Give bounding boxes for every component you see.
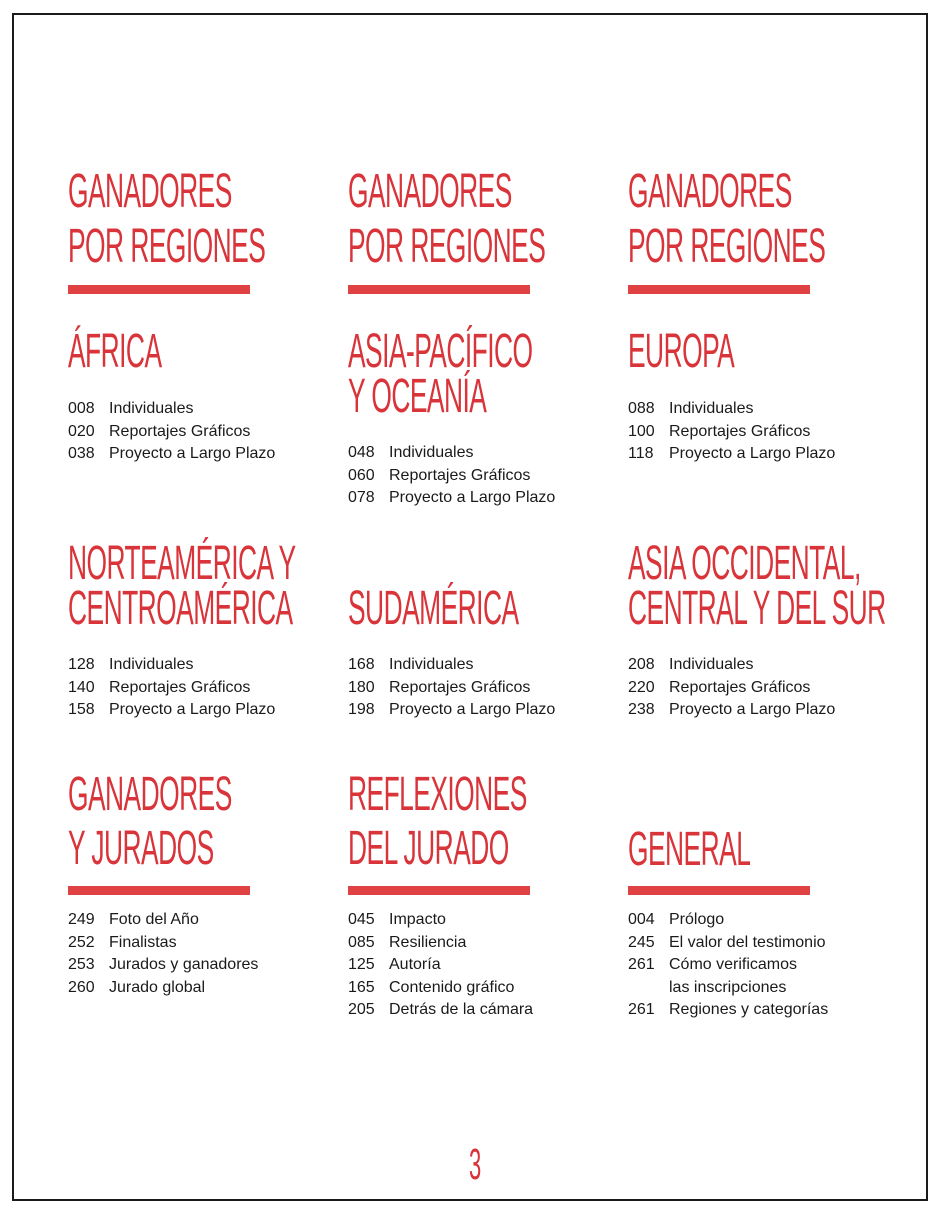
entry-label: Reportajes Gráficos	[389, 466, 531, 484]
header-line: POR REGIONES	[628, 220, 826, 273]
section-rule	[68, 886, 250, 895]
list-item[interactable]	[348, 909, 533, 932]
entry-list	[628, 654, 835, 722]
entry-list	[348, 909, 533, 1022]
entry-page: 088	[628, 400, 655, 417]
entry-label: Proyecto a Largo Plazo	[109, 701, 276, 718]
entry-page: 085	[348, 933, 375, 951]
entry-page: 158	[68, 701, 95, 718]
entry-page: 245	[628, 933, 655, 951]
region-title: NORTEAMÉRICA Y	[68, 537, 296, 590]
list-item[interactable]	[628, 699, 835, 722]
page-number: 3	[469, 1140, 482, 1189]
entry-page: 205	[348, 1001, 375, 1018]
entry-page: 125	[348, 956, 375, 973]
entry-label: Reportajes Gráficos	[669, 422, 811, 440]
entry-label-continued: las inscripciones	[669, 978, 787, 996]
entry-page: 020	[68, 422, 95, 440]
entry-label: Proyecto a Largo Plazo	[389, 489, 556, 506]
region-title: ASIA-PACÍFICO	[348, 325, 533, 378]
list-item[interactable]	[68, 954, 258, 977]
section-title: GENERAL	[628, 823, 751, 876]
entry-label: Jurado global	[109, 978, 206, 996]
region-title: Y OCEANÍA	[348, 370, 487, 423]
entry-page: 128	[68, 656, 95, 673]
entry-label: Reportajes Gráficos	[109, 422, 251, 440]
header-line: GANADORES	[348, 165, 512, 218]
list-item[interactable]	[68, 443, 275, 466]
list-item[interactable]	[68, 977, 258, 1000]
list-item[interactable]	[348, 699, 555, 722]
entry-page: 220	[628, 678, 655, 696]
list-item[interactable]	[348, 677, 555, 700]
entry-page: 252	[68, 933, 95, 951]
list-item[interactable]	[628, 443, 835, 466]
entry-page: 008	[68, 400, 95, 417]
list-item[interactable]	[68, 699, 275, 722]
entry-label: Individuales	[109, 400, 194, 417]
list-item[interactable]	[348, 977, 533, 1000]
entry-label: Individuales	[669, 656, 754, 673]
region-title: CENTROAMÉRICA	[68, 582, 293, 635]
list-item[interactable]	[628, 654, 835, 677]
entry-page: 238	[628, 701, 655, 718]
region-title: CENTRAL Y DEL SUR	[628, 582, 886, 635]
entry-label: Autoría	[389, 956, 441, 973]
entry-label: Contenido gráfico	[389, 978, 515, 996]
entry-list	[348, 654, 555, 722]
list-item[interactable]	[628, 398, 835, 421]
entry-label: Proyecto a Largo Plazo	[389, 701, 556, 718]
entry-page: 004	[628, 911, 655, 928]
list-item[interactable]	[348, 465, 555, 488]
list-item[interactable]	[68, 421, 275, 444]
entry-label: Individuales	[669, 400, 754, 417]
entry-label: Resiliencia	[389, 933, 467, 951]
list-item[interactable]	[68, 909, 258, 932]
entry-label-wrap	[669, 954, 797, 999]
list-item[interactable]	[628, 677, 835, 700]
section-title: Y JURADOS	[68, 822, 214, 875]
list-item[interactable]	[628, 954, 828, 999]
entry-page: 060	[348, 466, 375, 484]
entry-label: Proyecto a Largo Plazo	[669, 445, 836, 462]
list-item[interactable]	[628, 932, 828, 955]
entry-label: Reportajes Gráficos	[669, 678, 811, 696]
entry-page: 078	[348, 489, 375, 506]
entry-list	[628, 398, 835, 466]
list-item[interactable]	[628, 909, 828, 932]
entry-label: Impacto	[389, 911, 446, 928]
entry-page: 140	[68, 678, 95, 696]
entry-page: 168	[348, 656, 375, 673]
entry-page: 118	[628, 445, 654, 462]
entry-list	[68, 909, 258, 999]
entry-page: 165	[348, 978, 375, 996]
list-item[interactable]	[68, 932, 258, 955]
list-item[interactable]	[68, 654, 275, 677]
entry-page: 253	[68, 956, 95, 973]
entry-page: 208	[628, 656, 655, 673]
entry-page: 038	[68, 445, 95, 462]
region-title: SUDAMÉRICA	[348, 582, 519, 635]
entry-label: Reportajes Gráficos	[109, 678, 251, 696]
list-item[interactable]	[628, 421, 835, 444]
entry-label: Proyecto a Largo Plazo	[109, 445, 276, 462]
list-item[interactable]	[68, 398, 275, 421]
entry-label: Proyecto a Largo Plazo	[669, 701, 836, 718]
section-rule	[628, 886, 810, 895]
list-item[interactable]	[348, 487, 555, 510]
entry-label: Foto del Año	[109, 911, 199, 928]
region-title: ÁFRICA	[68, 325, 162, 378]
entry-label: Detrás de la cámara	[389, 1001, 534, 1018]
entry-label: Finalistas	[109, 933, 177, 951]
entry-label: Reportajes Gráficos	[389, 678, 531, 696]
header-line: POR REGIONES	[68, 220, 266, 273]
entry-page: 048	[348, 444, 375, 461]
list-item[interactable]	[348, 999, 533, 1022]
entry-list	[68, 654, 275, 722]
header-rule	[628, 285, 810, 294]
entry-page: 198	[348, 701, 375, 718]
entry-label: Individuales	[389, 444, 474, 461]
section-title: DEL JURADO	[348, 822, 509, 875]
entry-page: 261	[628, 1001, 655, 1018]
entry-page: 045	[348, 911, 375, 928]
entry-label: Individuales	[389, 656, 474, 673]
entry-page: 249	[68, 911, 95, 928]
entry-page: 260	[68, 978, 95, 996]
list-item[interactable]	[348, 932, 533, 955]
entry-label: El valor del testimonio	[669, 933, 826, 951]
entry-label: Prólogo	[669, 911, 725, 928]
toc-page	[12, 13, 928, 1201]
entry-label: Regiones y categorías	[669, 1001, 829, 1018]
list-item[interactable]	[628, 999, 828, 1022]
entry-page: 180	[348, 678, 375, 696]
entry-page: 261	[628, 956, 655, 973]
entry-label: Individuales	[109, 656, 194, 673]
entry-list	[68, 398, 275, 466]
header-line: POR REGIONES	[348, 220, 546, 273]
list-item[interactable]	[348, 954, 533, 977]
list-item[interactable]	[348, 654, 555, 677]
list-item[interactable]	[348, 442, 555, 465]
region-title: EUROPA	[628, 325, 735, 378]
list-item[interactable]	[68, 677, 275, 700]
header-line: GANADORES	[68, 165, 232, 218]
section-title: GANADORES	[68, 768, 232, 821]
header-rule	[68, 285, 250, 294]
region-title: ASIA OCCIDENTAL,	[628, 537, 861, 590]
entry-list	[628, 909, 828, 1022]
section-rule	[348, 886, 530, 895]
entry-page: 100	[628, 422, 655, 440]
entry-list	[348, 442, 555, 510]
entry-label: Jurados y ganadores	[109, 956, 259, 973]
entry-label: Cómo verificamos	[669, 956, 798, 973]
section-title: REFLEXIONES	[348, 768, 527, 821]
header-line: GANADORES	[628, 165, 792, 218]
header-rule	[348, 285, 530, 294]
